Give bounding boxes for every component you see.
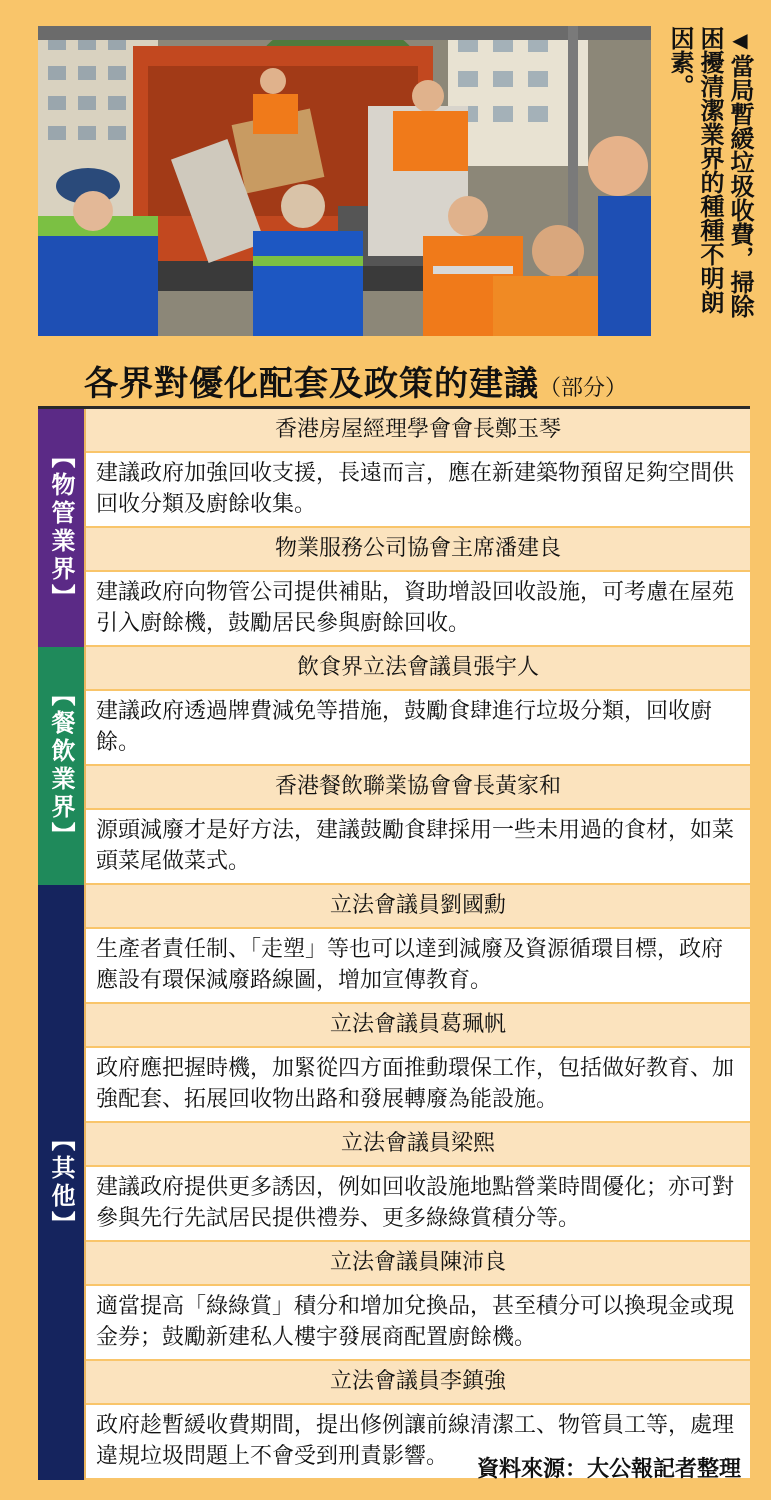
speaker-name: 飲食界立法會議員張宇人	[86, 647, 750, 691]
title-main: 各界對優化配套及政策的建議	[84, 364, 539, 404]
category-tag	[38, 885, 86, 1480]
photo-caption	[662, 26, 754, 338]
speaker-name: 香港餐飲聯業協會會長黃家和	[86, 766, 750, 810]
category-group	[38, 885, 750, 1480]
caption-line	[696, 26, 724, 338]
speaker-name: 立法會議員葛珮帆	[86, 1004, 750, 1048]
speaker-name: 立法會議員梁熙	[86, 1123, 750, 1167]
suggestions-table	[38, 409, 750, 1480]
suggestion-text: 建議政府透過牌費減免等措施，鼓勵食肆進行垃圾分類，回收廚餘。	[86, 691, 750, 766]
category-tag	[38, 647, 86, 885]
caption-text: 當局暫緩垃圾收費，掃除	[726, 54, 754, 318]
category-label: 【其他】	[47, 1126, 75, 1239]
category-label: 【餐飲業界】	[47, 682, 75, 850]
title-sub: （部分）	[539, 376, 628, 401]
page-title	[84, 356, 724, 405]
suggestion-text: 生產者責任制、「走塑」等也可以達到減廢及資源循環目標，政府應設有環保減廢路線圖，增加宣傳教育。	[86, 929, 750, 1004]
suggestion-text: 建議政府向物管公司提供補貼，資助增設回收設施，可考慮在屋苑引入廚餘機，鼓勵居民參與廚餘回收。	[86, 572, 750, 647]
speaker-name: 物業服務公司協會主席潘建良	[86, 528, 750, 572]
suggestion-text: 建議政府加強回收支援，長遠而言，應在新建築物預留足夠空間供回收分類及廚餘收集。	[86, 453, 750, 528]
speaker-name: 香港房屋經理學會會長鄭玉琴	[86, 409, 750, 453]
category-tag	[38, 409, 86, 647]
category-label: 【物管業界】	[47, 444, 75, 612]
caption-line	[726, 26, 754, 338]
caption-line	[666, 26, 694, 338]
caption-text: 因素。	[666, 26, 694, 98]
category-group	[38, 647, 750, 885]
speaker-name: 立法會議員陳沛良	[86, 1242, 750, 1286]
speaker-name: 立法會議員劉國勳	[86, 885, 750, 929]
caption-text: 困擾清潔業界的種種不明朗	[696, 26, 724, 314]
caption-arrow-icon: ◀	[732, 28, 748, 52]
suggestion-text: 建議政府提供更多誘因，例如回收設施地點營業時間優化；亦可對參與先行先試居民提供禮券、更多綠綠賞積分等。	[86, 1167, 750, 1242]
suggestion-text: 源頭減廢才是好方法，建議鼓勵食肆採用一些未用過的食材，如菜頭菜尾做菜式。	[86, 810, 750, 885]
category-group	[38, 409, 750, 647]
suggestion-text: 政府應把握時機，加緊從四方面推動環保工作，包括做好教育、加強配套、拓展回收物出路和發展轉廢為能設施。	[86, 1048, 750, 1123]
speaker-name: 立法會議員李鎮強	[86, 1361, 750, 1405]
suggestion-text: 適當提高「綠綠賞」積分和增加兌換品，甚至積分可以換現金或現金券；鼓勵新建私人樓宇發展商配置廚餘機。	[86, 1286, 750, 1361]
suggestion-text: 政府趁暫緩收費期間，提出修例讓前線清潔工、物管員工等，處理違規垃圾問題上不會受到刑責影響。	[86, 1405, 750, 1480]
source-note: 資料來源：大公報記者整理	[476, 1457, 741, 1482]
news-photo	[38, 26, 651, 336]
